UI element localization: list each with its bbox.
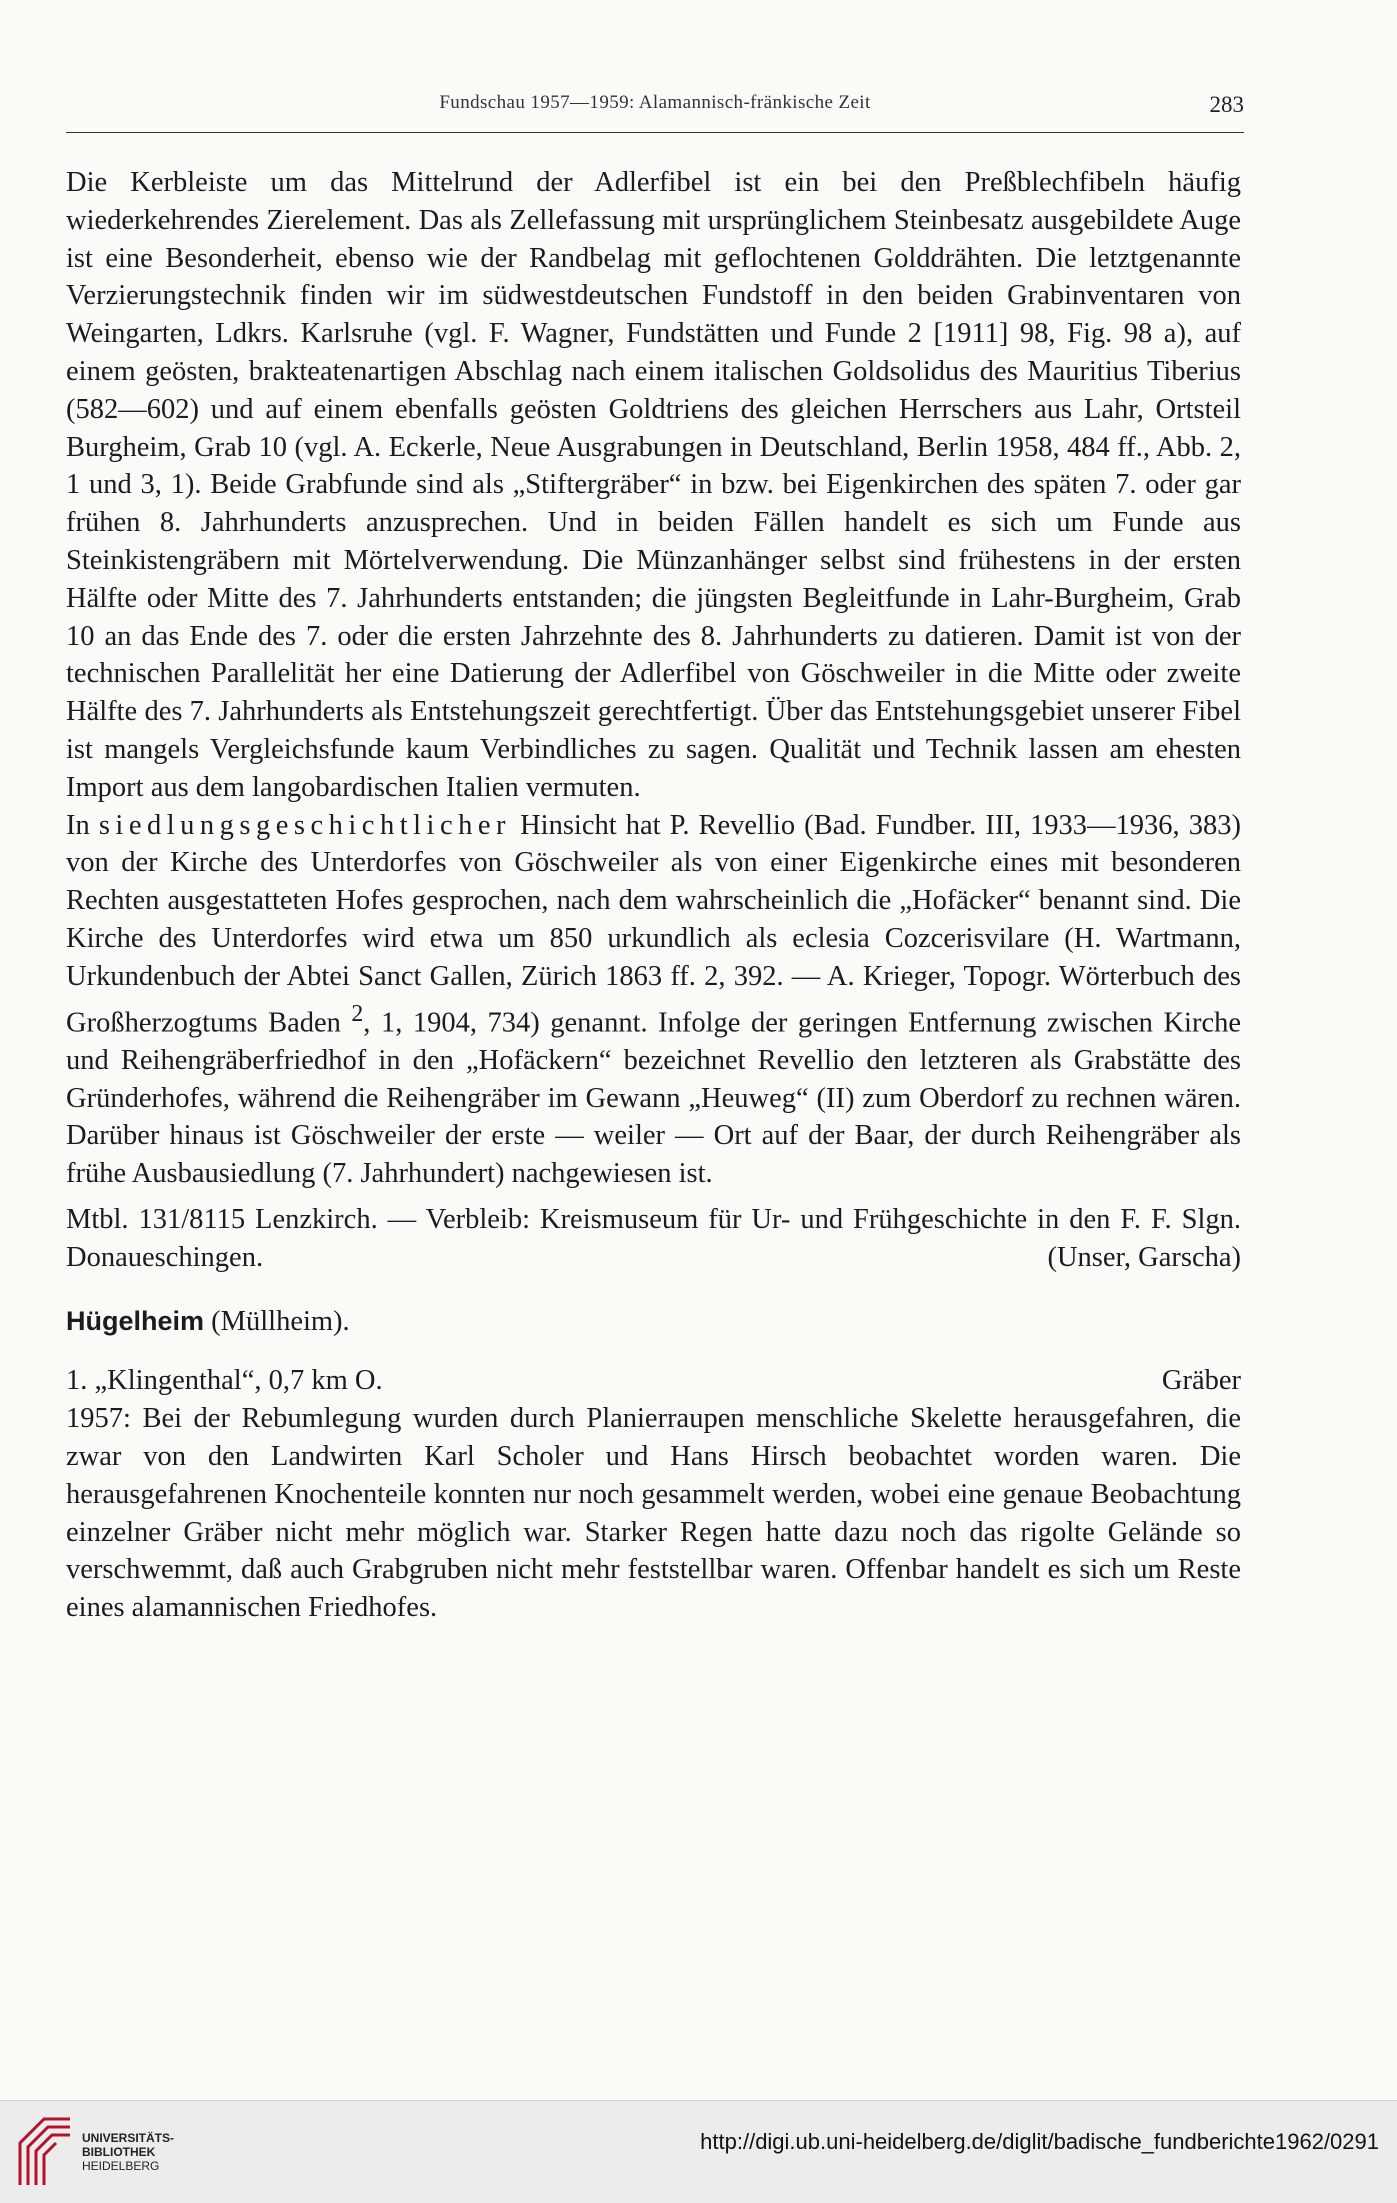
paragraph-text-continued: , 1, 1904, 734) genannt. Infolge der geringen Entfernung zwischen Kirche und Reihengräberfriedhof in den „Hofäckern“ bezeichnet Revellio den letzteren als Grabstätte des Gründerhofes, während die Reihengräber im Gewann „Heuweg“ (II) zum Oberdorf zu rechnen wären. Darüber hinaus ist Göschweiler der erste — weiler — Ort auf der Baar, der durch Reihengräber als frühe Ausbausiedlung (7. Jahrhundert) nachgewiesen ist. [66,1007,1241,1190]
paragraph-lead: In [66,809,90,841]
author-credit: (Unser, Garscha) [1047,1241,1241,1273]
site-entry-line [66,1362,1241,1400]
library-line-3: HEIDELBERG [82,2159,160,2173]
page-header [66,88,1244,133]
paragraph-siedlungsgeschichte [66,807,1241,1193]
paragraph-hugelheim: 1957: Bei der Rebumlegung wurden durch Planierraupen menschliche Skelette herausgefahren, die zwar von den Landwirten Karl Scholer und Hans Hirsch beobachtet worden waren. Die herausgefahrenen Knochenteile konnten nur noch gesammelt werden, wobei eine genaue Beobachtung einzelner Gräber nicht mehr möglich war. Starker Regen hatte dazu noch das rigolte Gelände so verschwemmt, daß auch Grabgruben nicht mehr feststellbar waren. Offenbar handelt es sich um Reste eines alamannischen Friedhofes. [66,1403,1241,1624]
body-text [66,164,1241,1627]
library-name [82,2131,174,2173]
site-heading [66,1303,1241,1341]
mtbl-text: Mtbl. 131/8115 Lenzkirch. — Verbleib: Kreismuseum für Ur- und Frühgeschichte in den F. F. Slgn. Donaueschingen. [66,1204,1241,1273]
paragraph-adlerfibel: Die Kerbleiste um das Mittelrund der Adlerfibel ist ein bei den Preßblechfibeln häufig wiederkehrendes Zierelement. Das als Zellefassung mit ursprünglichem Steinbesatz ausgebildete Auge ist eine Besonderheit, ebenso wie der Randbelag mit geflochtenen Golddrähten. Die letztgenannte Verzierungstechnik finden wir im südwestdeutschen Fundstoff in den beiden Grabinventaren von Weingarten, Ldkrs. Karlsruhe (vgl. F. Wagner, Fundstätten und Funde 2 [1911] 98, Fig. 98 a), auf einem geösten, brakteatenartigen Abschlag nach einem italischen Goldsolidus des Mauritius Tiberius (582—602) und auf einem ebenfalls geösten Goldtriens des gleichen Herrschers aus Lahr, Ortsteil Burgheim, Grab 10 (vgl. A. Eckerle, Neue Ausgrabungen in Deutschland, Berlin 1958, 484 ff., Abb. 2, 1 und 3, 1). Beide Grabfunde sind als „Stiftergräber“ in bzw. bei Eigenkirchen des späten 7. oder gar frühen 8. Jahrhunderts anzusprechen. Und in beiden Fällen handelt es sich um Funde aus Steinkistengräbern mit Mörtelverwendung. Die Münzanhänger selbst sind frühestens in der ersten Hälfte oder Mitte des 7. Jahrhunderts entstanden; die jüngsten Begleitfunde in Lahr-Burgheim, Grab 10 an das Ende des 7. oder die ersten Jahrzehnte des 8. Jahrhunderts zu datieren. Damit ist von der technischen Parallelität her eine Datierung der Adlerfibel von Göschweiler in die Mitte oder zweite Hälfte des 7. Jahrhunderts als Entstehungszeit gerechtfertigt. Über das Entstehungsgebiet unserer Fibel ist mangels Vergleichsfunde kaum Verbindliches zu sagen. Qualität und Technik lassen am ehesten Import aus dem langobardischen Italien vermuten. [66,167,1241,803]
edition-superscript: 2 [351,1000,364,1027]
site-district: (Müllheim). [211,1305,350,1337]
site-location: 1. „Klingenthal“, 0,7 km O. [66,1365,383,1397]
ub-heidelberg-logo-icon [14,2113,80,2191]
running-head: Fundschau 1957—1959: Alamannisch-fränkische Zeit [439,92,871,113]
paragraph-text: Hinsicht hat P. Revellio (Bad. Fundber. III, 1933—1936, 383) von der Kirche des Unterdorfes von Göschweiler als von einer Eigenkirche eines mit besonderen Rechten ausgestatteten Hofes gesprochen, nach dem wahrscheinlich die „Hofäcker“ benannt sind. Die Kirche des Unterdorfes wird etwa um 850 urkundlich als eclesia Cozcerisvilare (H. Wartmann, Urkundenbuch der Abtei Sanct Gallen, Zürich 1863 ff. 2, 392. — A. Krieger, Topogr. Wörterbuch des Großherzogtums Baden [66,809,1241,1039]
digitization-footer [0,2100,1397,2203]
emphasized-term: siedlungsgeschichtlicher [98,809,511,841]
site-name: Hügelheim [66,1305,205,1336]
library-line-2: BIBLIOTHEK [82,2145,156,2159]
page-number: 283 [1209,92,1244,117]
library-line-1: UNIVERSITÄTS- [82,2131,175,2145]
source-url[interactable]: http://digi.ub.uni-heidelberg.de/diglit/badische_fundberichte1962/0291 [700,2129,1379,2154]
map-sheet-reference [66,1201,1241,1277]
site-category: Gräber [1161,1365,1241,1397]
